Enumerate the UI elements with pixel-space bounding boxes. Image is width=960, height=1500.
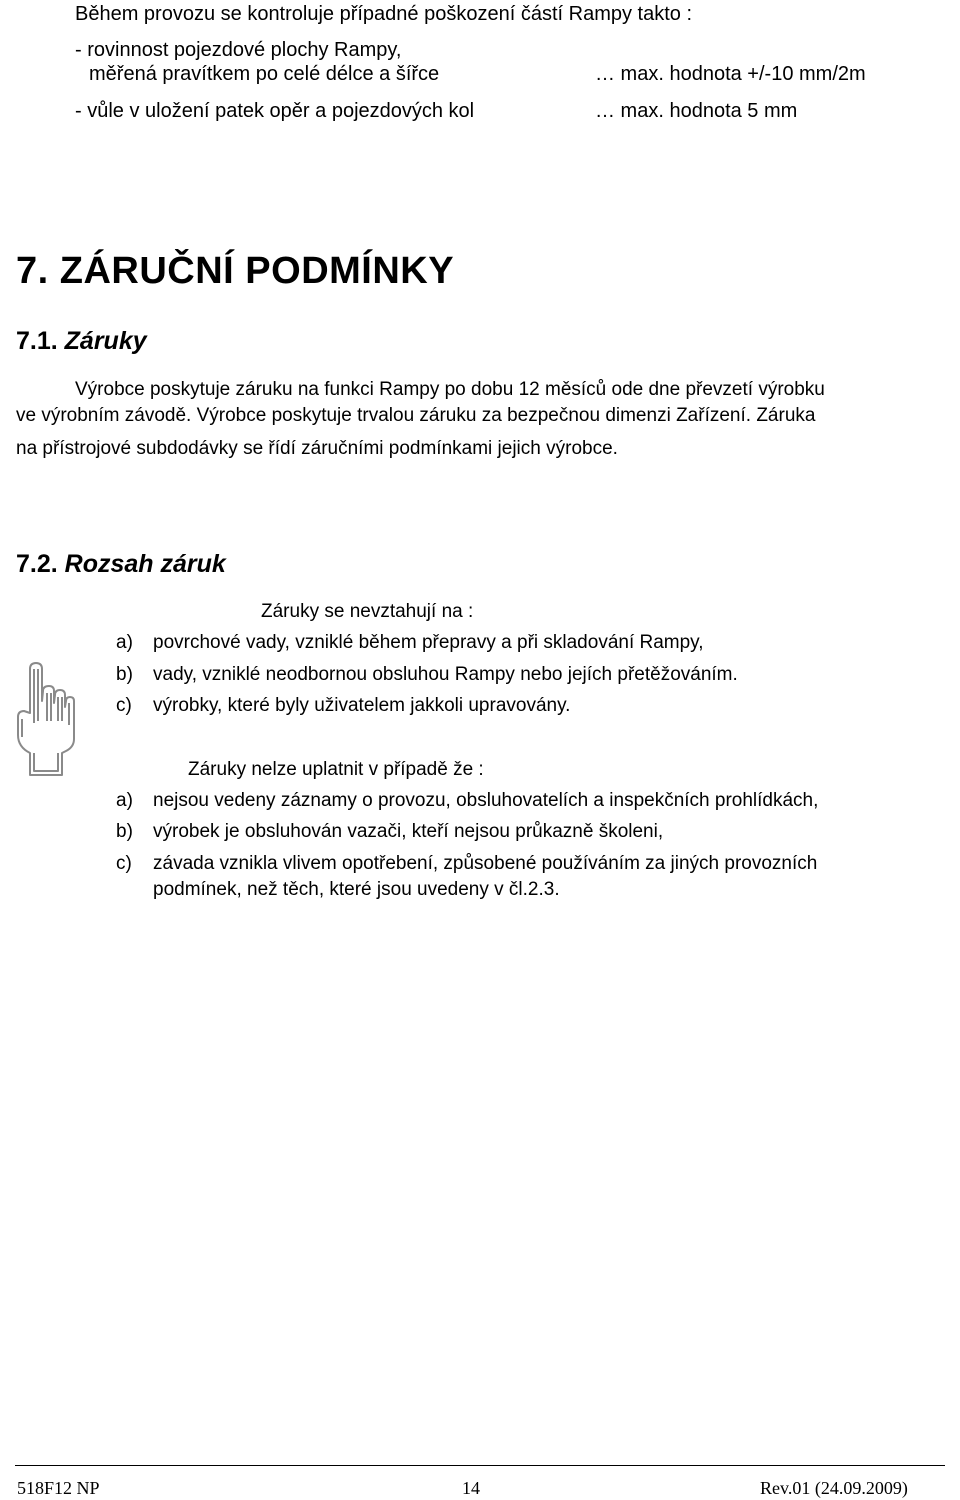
subsection-title-warranties (16, 326, 147, 356)
list-text: nejsou vedeny záznamy o provozu, obsluhovatelích a inspekčních prohlídkách, (153, 790, 819, 811)
pointing-hand-icon (12, 655, 78, 781)
inspection-intro: Během provozu se kontroluje případné poškození částí Rampy takto : (75, 3, 693, 25)
footer-doc-id: 518F12 NP (17, 1478, 100, 1498)
subsection-name: Záruky (64, 327, 147, 355)
subsection-title-scope (16, 549, 226, 579)
footer-divider (15, 1465, 945, 1466)
subsection-name: Rozsah záruk (64, 550, 226, 578)
subsection-number: 7.2. (16, 550, 58, 578)
inspection-item-flatness: - rovinnost pojezdové plochy Rampy, (75, 39, 402, 61)
footer-revision: Rev.01 (24.09.2009) (760, 1478, 908, 1498)
inspection-item-flatness-cont: měřená pravítkem po celé délce a šířce (89, 63, 440, 85)
list-marker: b) (116, 664, 133, 685)
list-marker: c) (116, 853, 132, 874)
footer-page-number: 14 (462, 1478, 480, 1498)
list-text: výrobek je obsluhován vazači, kteří nejsou průkazně školeni, (153, 821, 664, 842)
list-item (116, 820, 663, 844)
list-marker: a) (116, 632, 133, 653)
list-marker: c) (116, 695, 132, 716)
warranty-paragraph-line: Výrobce poskytuje záruku na funkci Rampy po dobu 12 měsíců ode dne převzetí výrobku (75, 379, 825, 400)
list-text: vady, vzniklé neodbornou obsluhou Rampy nebo jejích přetěžováním. (153, 664, 738, 685)
list-item (116, 852, 817, 876)
list-text: povrchové vady, vzniklé během přepravy a při skladování Rampy, (153, 632, 704, 653)
list-text: výrobky, které byly uživatelem jakkoli upravovány. (153, 695, 571, 716)
list-item (116, 694, 570, 718)
exclusions-intro: Záruky se nevztahují na : (261, 601, 474, 622)
inspection-item-clearance-value: … max. hodnota 5 mm (595, 100, 798, 122)
inspection-item-clearance: - vůle v uložení patek opěr a pojezdových kol (75, 100, 475, 122)
list-marker: b) (116, 821, 133, 842)
subsection-number: 7.1. (16, 327, 58, 355)
warranty-paragraph-line: na přístrojové subdodávky se řídí záručními podmínkami jejich výrobce. (16, 438, 618, 459)
list-marker: a) (116, 790, 133, 811)
void-intro: Záruky nelze uplatnit v případě že : (188, 759, 484, 780)
list-item (116, 663, 738, 687)
inspection-item-flatness-value: … max. hodnota +/-10 mm/2m (595, 63, 866, 85)
warranty-paragraph-line: ve výrobním závodě. Výrobce poskytuje trvalou záruku za bezpečnou dimenzi Zařízení. Záruka (16, 405, 816, 426)
list-text-continuation: podmínek, než těch, které jsou uvedeny v čl.2.3. (153, 879, 560, 900)
list-text: závada vznikla vlivem opotřebení, způsobené používáním za jiných provozních (153, 853, 818, 874)
list-item (116, 631, 704, 655)
list-item (116, 789, 818, 813)
section-title: 7. ZÁRUČNÍ PODMÍNKY (16, 250, 455, 292)
